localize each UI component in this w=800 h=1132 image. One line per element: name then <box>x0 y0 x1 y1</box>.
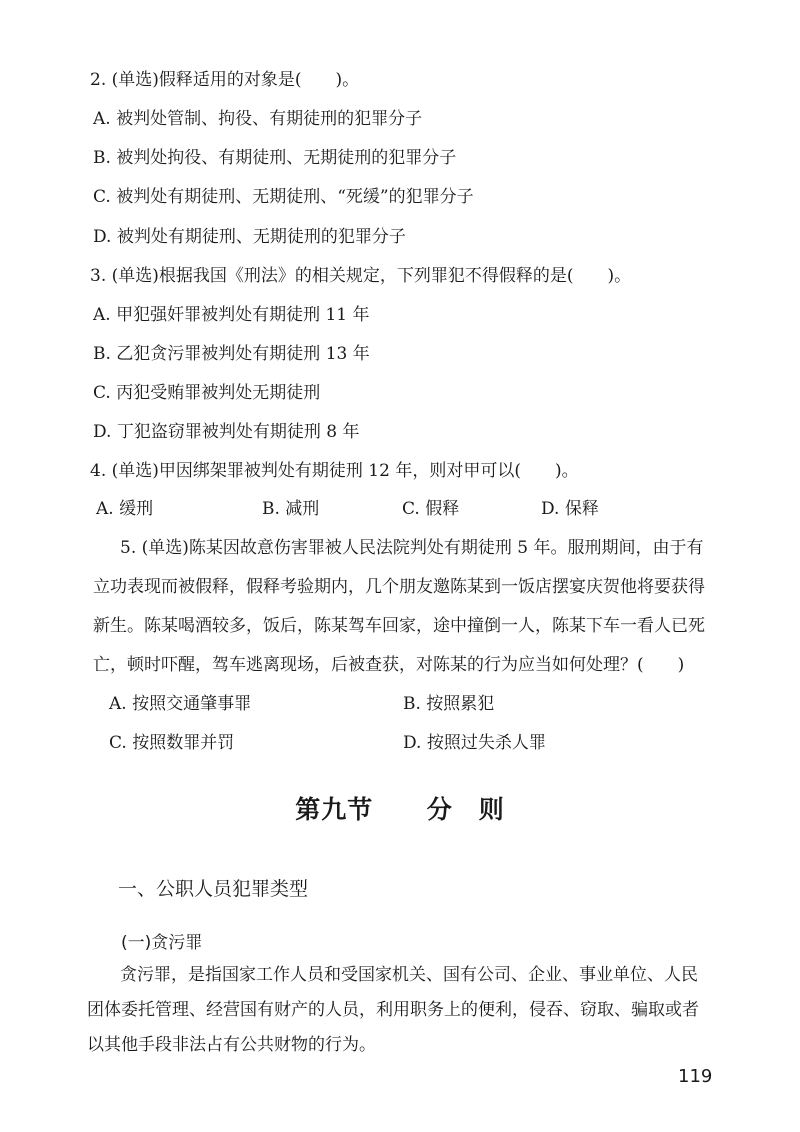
question-3-option-d: D. 丁犯盗窃罪被判处有期徒刑 8 年 <box>93 422 360 442</box>
question-4-option-b: B. 减刑 <box>262 499 320 519</box>
question-4-option-c: C. 假释 <box>402 499 460 519</box>
question-3-option-c: C. 丙犯受贿罪被判处无期徒刑 <box>93 383 321 403</box>
question-5-stem-line-1: 5. (单选)陈某因故意伤害罪被人民法院判处有期徒刑 5 年。服刑期间，由于有 <box>120 538 704 558</box>
question-2-stem: 2. (单选)假释适用的对象是( )。 <box>90 70 360 90</box>
paragraph-line-2: 团体委托管理、经营国有财产的人员，利用职务上的便利，侵吞、窃取、骗取或者 <box>87 1000 699 1020</box>
question-3-option-b: B. 乙犯贪污罪被判处有期徒刑 13 年 <box>93 344 370 364</box>
question-5-stem-line-4: 亡，顿时吓醒，驾车逃离现场，后被查获，对陈某的行为应当如何处理？( ) <box>93 655 685 675</box>
question-5-option-d: D. 按照过失杀人罪 <box>403 733 546 753</box>
question-5-stem-line-3: 新生。陈某喝酒较多，饭后，陈某驾车回家，途中撞倒一人，陈某下车一看人已死 <box>93 616 705 636</box>
question-2-option-a: A. 被判处管制、拘役、有期徒刑的犯罪分子 <box>93 109 423 129</box>
question-5-option-b: B. 按照累犯 <box>403 694 495 714</box>
question-4-option-a: A. 缓刑 <box>96 499 154 519</box>
question-2-option-d: D. 被判处有期徒刑、无期徒刑的犯罪分子 <box>93 227 406 247</box>
question-5-option-a: A. 按照交通肇事罪 <box>109 694 252 714</box>
section-title <box>0 790 800 826</box>
question-5-stem-line-2: 立功表现而被假释，假释考验期内，几个朋友邀陈某到一饭店摆宴庆贺他将要获得 <box>93 577 705 597</box>
paragraph-line-1: 贪污罪，是指国家工作人员和受国家机关、国有公司、企业、事业单位、人民 <box>120 965 698 985</box>
question-3-option-a: A. 甲犯强奸罪被判处有期徒刑 11 年 <box>93 305 370 325</box>
question-4-option-d: D. 保释 <box>541 499 599 519</box>
heading-level-1: 一、公职人员犯罪类型 <box>118 878 309 900</box>
question-2-option-b: B. 被判处拘役、有期徒刑、无期徒刑的犯罪分子 <box>93 148 457 168</box>
question-2-option-c: C. 被判处有期徒刑、无期徒刑、“死缓”的犯罪分子 <box>93 187 474 207</box>
question-4-stem: 4. (单选)甲因绑架罪被判处有期徒刑 12 年，则对甲可以( )。 <box>90 461 579 481</box>
question-5-option-c: C. 按照数罪并罚 <box>109 733 235 753</box>
page-number: 119 <box>678 1066 713 1087</box>
section-title-number: 第九节 <box>295 795 374 824</box>
section-title-name: 分 则 <box>426 795 505 824</box>
paragraph-line-3: 以其他手段非法占有公共财物的行为。 <box>87 1035 376 1055</box>
question-3-stem: 3. (单选)根据我国《刑法》的相关规定，下列罪犯不得假释的是( )。 <box>90 266 632 286</box>
heading-level-2: (一)贪污罪 <box>121 933 203 953</box>
